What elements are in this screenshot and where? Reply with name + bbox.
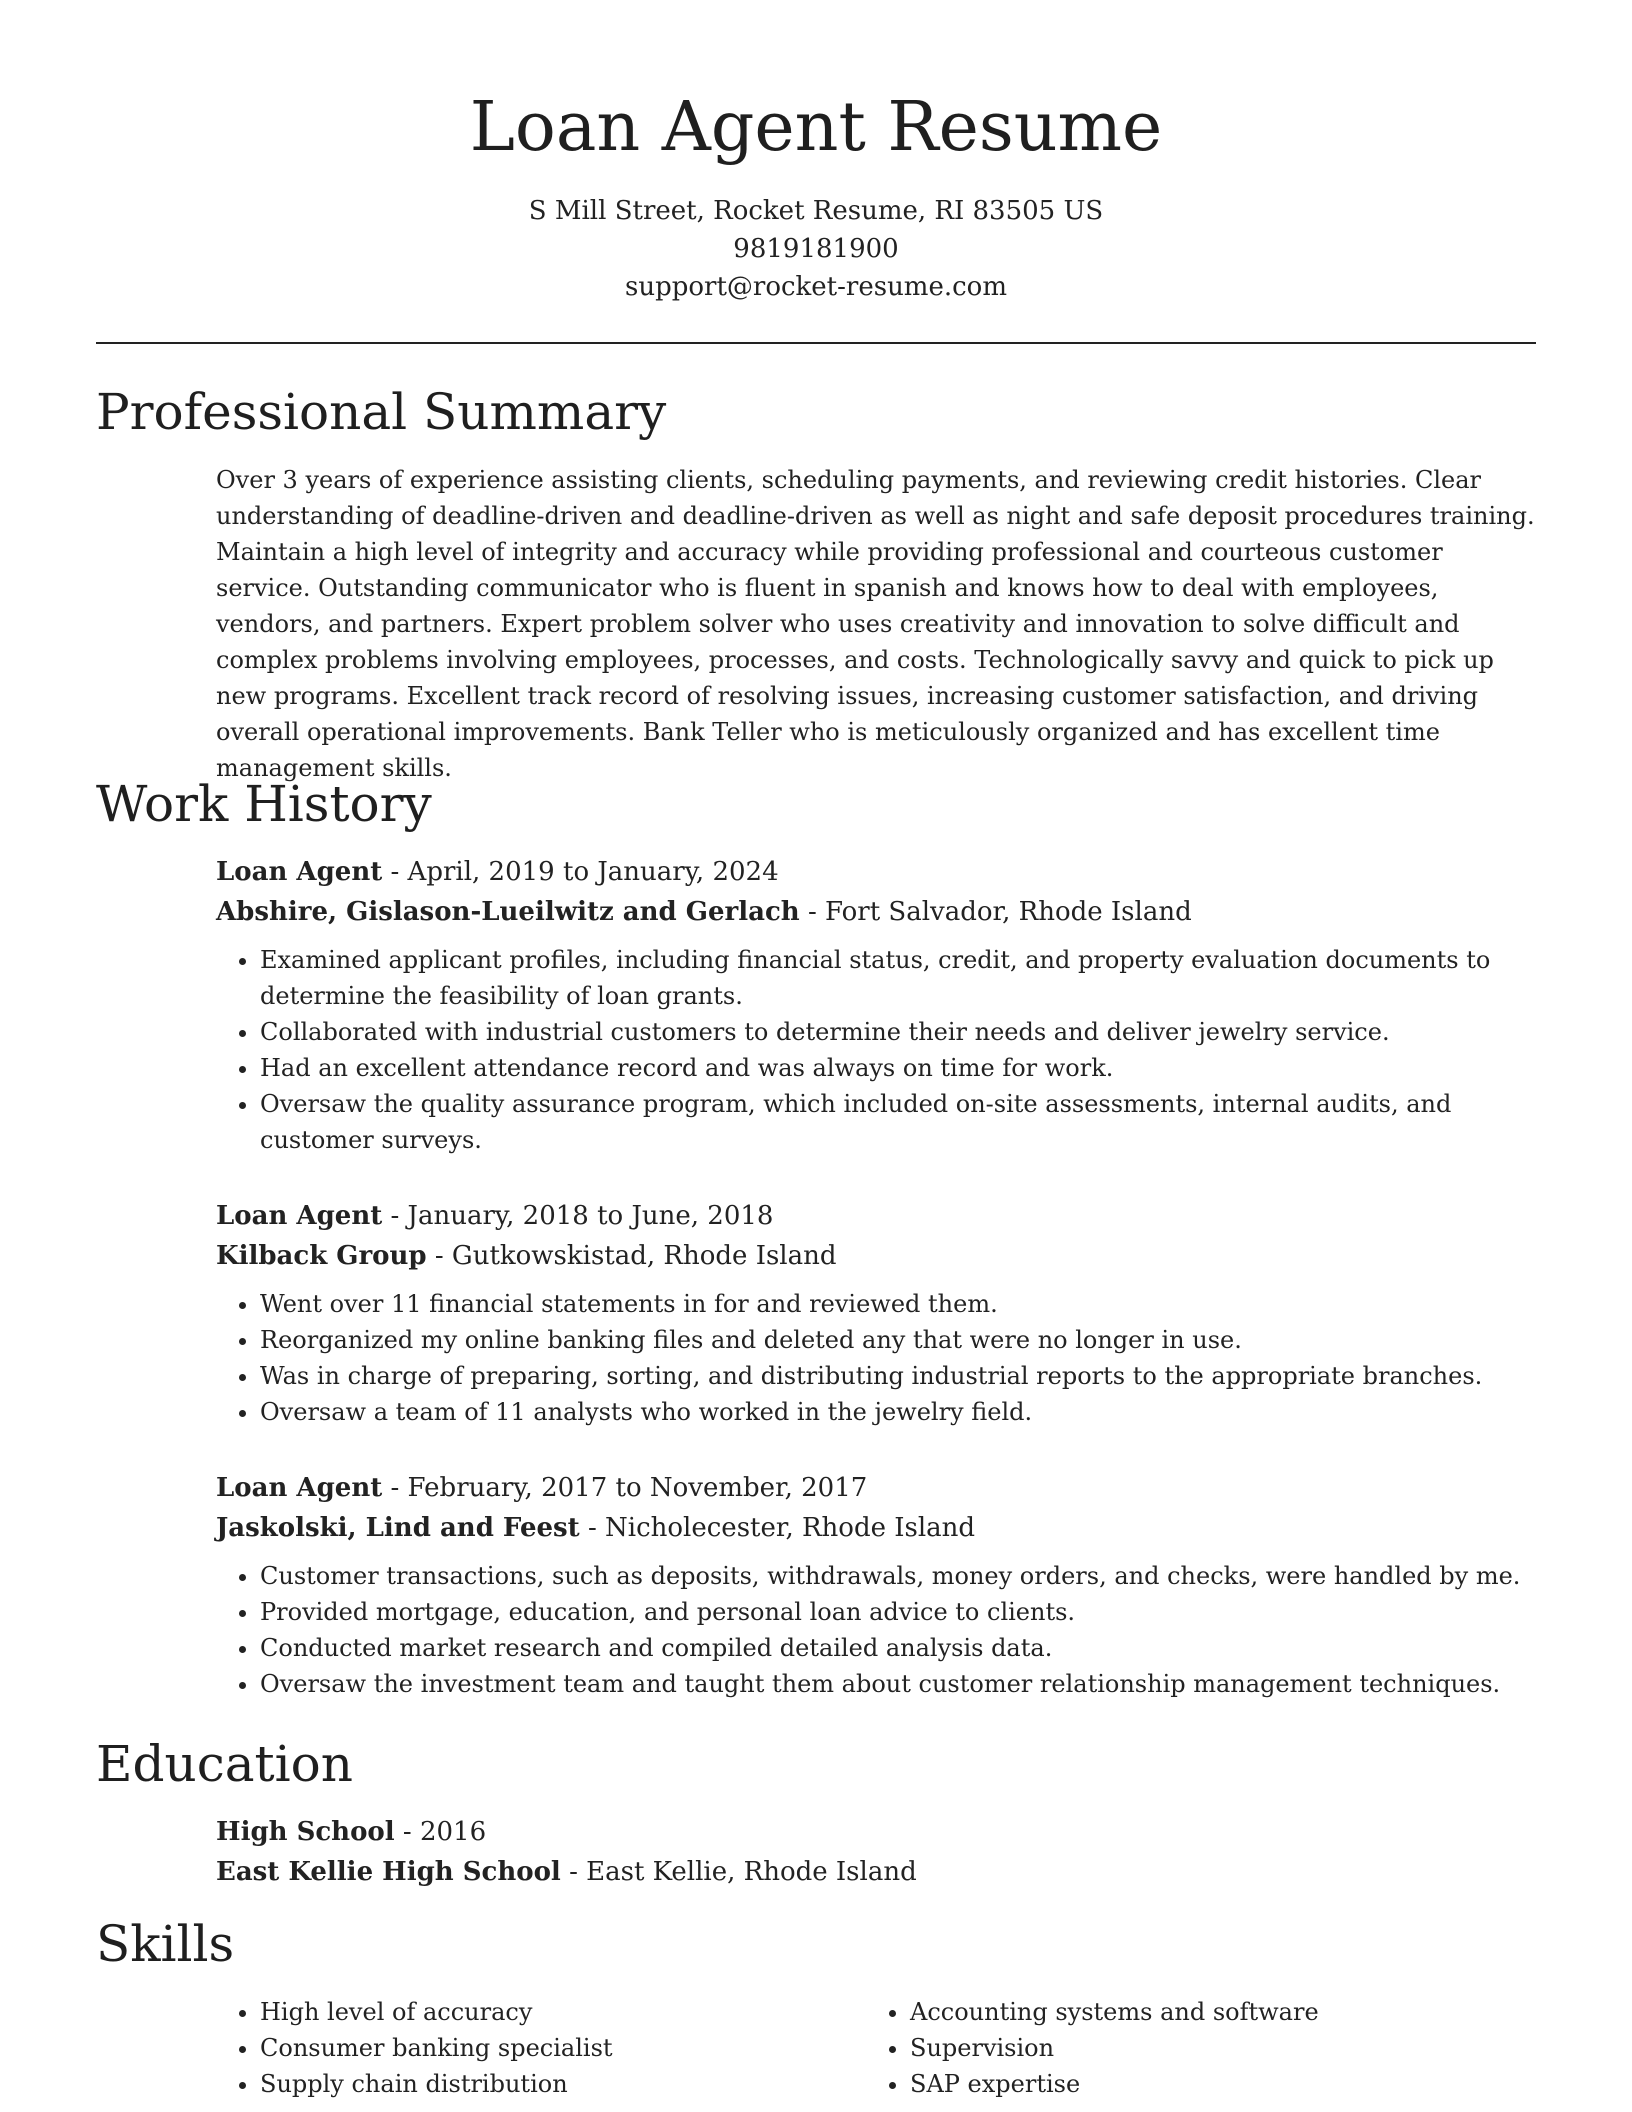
resume-header xyxy=(96,80,1536,306)
job-bullet: • Customer transactions, such as deposits, withdrawals, money orders, and checks, were handled by me. xyxy=(260,1558,1536,1594)
job-bullets xyxy=(216,1558,1536,1702)
job-bullet: • Provided mortgage, education, and personal loan advice to clients. xyxy=(260,1594,1536,1630)
job-company-line xyxy=(216,1508,1536,1548)
job-title: Loan Agent xyxy=(216,1201,383,1231)
job-bullet: • Reorganized my online banking files and deleted any that were no longer in use. xyxy=(260,1322,1536,1358)
job-company-line xyxy=(216,892,1536,932)
education-school-line xyxy=(216,1852,1536,1892)
header-divider xyxy=(96,342,1536,344)
skill-item: • Supply chain distribution xyxy=(260,2066,866,2102)
skills-column-left xyxy=(216,1994,866,2102)
job-entry xyxy=(216,1468,1536,1702)
job-title: Loan Agent xyxy=(216,1473,383,1503)
job-dates: - April, 2019 to January, 2024 xyxy=(382,857,779,887)
company-location: - Nicholecester, Rhode Island xyxy=(579,1513,976,1543)
job-bullet: • Oversaw the investment team and taught them about customer relationship management techniques. xyxy=(260,1666,1536,1702)
company-location: - Gutkowskistad, Rhode Island xyxy=(426,1241,837,1271)
skills-bullets xyxy=(866,1994,1516,2102)
company-location: - Fort Salvador, Rhode Island xyxy=(799,897,1192,927)
job-title-line xyxy=(216,1196,1536,1236)
job-bullet: • Was in charge of preparing, sorting, and distributing industrial reports to the appropriate branches. xyxy=(260,1358,1536,1394)
job-bullets xyxy=(216,942,1536,1158)
job-bullet: • Oversaw a team of 11 analysts who worked in the jewelry field. xyxy=(260,1394,1536,1430)
degree: High School xyxy=(216,1817,395,1847)
skills-list xyxy=(216,1994,1536,2102)
phone: 9819181900 xyxy=(733,234,899,264)
job-company-line xyxy=(216,1236,1536,1276)
skill-item: • Consumer banking specialist xyxy=(260,2030,866,2066)
email: support@rocket-resume.com xyxy=(624,272,1007,302)
section-title-work: Work History xyxy=(96,775,432,833)
company-name: Kilback Group xyxy=(216,1241,427,1271)
job-bullet: • Went over 11 financial statements in for and reviewed them. xyxy=(260,1286,1536,1322)
professional-summary: Over 3 years of experience assisting clients, scheduling payments, and reviewing credit histories. Clear understanding of deadline-driven and deadline-driven as well as night and safe deposit procedures training. Maintain a high level of integrity and accuracy while providing professional and courteous customer service. Outstanding communicator who is fluent in spanish and knows how to deal with employees, vendors, and partners. Expert problem solver who uses creativity and innovation to solve difficult and complex problems involving employees, processes, and costs. Technologically savvy and quick to pick up new programs. Excellent track record of resolving issues, increasing customer satisfaction, and driving overall operational improvements. Bank Teller who is meticulously organized and has excellent time management skills. xyxy=(216,466,1535,782)
job-entry xyxy=(216,1196,1536,1430)
job-entry xyxy=(216,852,1536,1158)
skill-item: • Supervision xyxy=(910,2030,1516,2066)
job-bullet: • Examined applicant profiles, including financial status, credit, and property evaluation documents to determine the feasibility of loan grants. xyxy=(260,942,1536,1014)
job-bullets xyxy=(216,1286,1536,1430)
job-dates: - February, 2017 to November, 2017 xyxy=(382,1473,868,1503)
job-bullet: • Had an excellent attendance record and was always on time for work. xyxy=(260,1050,1536,1086)
skill-item: • Accounting systems and software xyxy=(910,1994,1516,2030)
job-bullet: • Conducted market research and compiled detailed analysis data. xyxy=(260,1630,1536,1666)
job-title-line xyxy=(216,1468,1536,1508)
graduation-year: - 2016 xyxy=(394,1817,487,1847)
job-dates: - January, 2018 to June, 2018 xyxy=(382,1201,774,1231)
section-title-skills: Skills xyxy=(96,1915,235,1973)
skill-item: • SAP expertise xyxy=(910,2066,1516,2102)
school-location: - East Kellie, Rhode Island xyxy=(560,1857,917,1887)
address: S Mill Street, Rocket Resume, RI 83505 US xyxy=(528,196,1104,226)
school-name: East Kellie High School xyxy=(216,1857,561,1887)
education-entry xyxy=(216,1812,1536,1892)
resume-title: Loan Agent Resume xyxy=(469,88,1163,167)
job-title: Loan Agent xyxy=(216,857,383,887)
job-bullet: • Collaborated with industrial customers to determine their needs and deliver jewelry service. xyxy=(260,1014,1536,1050)
skill-item: • High level of accuracy xyxy=(260,1994,866,2030)
company-name: Abshire, Gislason-Lueilwitz and Gerlach xyxy=(216,897,800,927)
skills-column-right xyxy=(866,1994,1516,2102)
section-title-summary: Professional Summary xyxy=(96,383,667,441)
education-degree-line xyxy=(216,1812,1536,1852)
company-name: Jaskolski, Lind and Feest xyxy=(216,1513,580,1543)
section-title-education: Education xyxy=(96,1735,353,1793)
job-bullet: • Oversaw the quality assurance program, which included on-site assessments, internal audits, and customer surveys. xyxy=(260,1086,1536,1158)
skills-bullets xyxy=(216,1994,866,2102)
job-title-line xyxy=(216,852,1536,892)
